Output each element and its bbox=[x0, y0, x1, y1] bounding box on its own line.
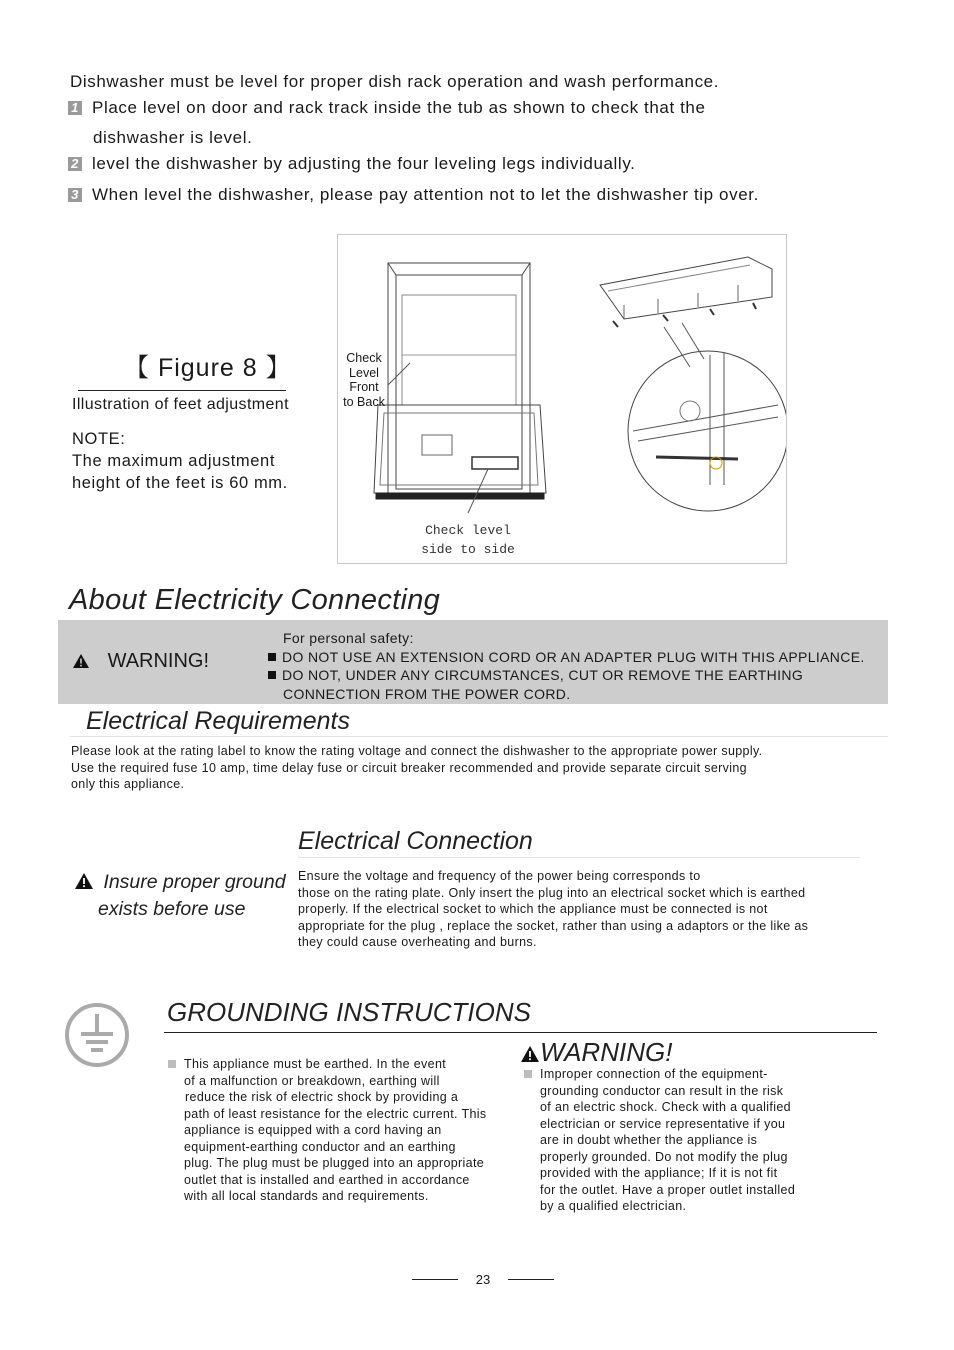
ground-advice-text: exists before use bbox=[98, 898, 246, 920]
bullet-square-icon bbox=[268, 653, 276, 661]
requirements-heading: Electrical Requirements bbox=[86, 707, 350, 735]
warning-icon bbox=[74, 872, 94, 897]
text-line: Please look at the rating label to know the rating voltage and connect the dishwasher to the appropriate power supply. bbox=[71, 744, 763, 758]
page-number bbox=[410, 1272, 556, 1287]
electricity-heading: About Electricity Connecting bbox=[69, 584, 441, 616]
text-line: appliance is equipped with a cord having an bbox=[184, 1123, 442, 1137]
label-line: Front bbox=[349, 380, 379, 394]
warning-text: WARNING! bbox=[540, 1037, 673, 1067]
figure-title: 【 Figure 8 】 bbox=[124, 354, 292, 382]
text-line: only this appliance. bbox=[71, 777, 185, 791]
grounding-left-text bbox=[168, 1056, 486, 1205]
ground-advice bbox=[74, 870, 286, 922]
text-line: Use the required fuse 10 amp, time delay fuse or circuit breaker recommended and provide separate circuit serving bbox=[71, 760, 747, 775]
grounding-heading: GROUNDING INSTRUCTIONS bbox=[167, 997, 531, 1027]
label-line: side to side bbox=[421, 542, 515, 557]
connection-divider bbox=[298, 857, 860, 858]
figure-illustration bbox=[337, 234, 787, 564]
step-2 bbox=[68, 154, 635, 174]
text-line bbox=[168, 1056, 486, 1073]
text-line: electrician or service representative if you bbox=[540, 1116, 786, 1131]
bullet-square-icon bbox=[524, 1070, 532, 1078]
step-number: 1 bbox=[68, 101, 82, 115]
text-line: appropriate for the plug , replace the socket, rather than using a adaptors or the like as bbox=[298, 918, 809, 933]
page-number-rule bbox=[412, 1279, 458, 1280]
text-line: path of least resistance for the electric current. This bbox=[184, 1106, 487, 1121]
text-line: of a malfunction or breakdown, earthing will bbox=[184, 1073, 440, 1088]
safety-text bbox=[283, 629, 865, 703]
text-line: outlet that is installed and earthed in accordance bbox=[184, 1172, 470, 1187]
text-line bbox=[524, 1066, 795, 1083]
connection-heading: Electrical Connection bbox=[298, 827, 533, 855]
safety-bullet bbox=[268, 648, 865, 667]
note-line: height of the feet is 60 mm. bbox=[72, 474, 288, 492]
ground-advice-text: Insure proper ground bbox=[103, 871, 286, 893]
text-line: they could cause overheating and burns. bbox=[298, 935, 537, 949]
step-text: Place level on door and rack track inside the tub as shown to check that the bbox=[92, 98, 706, 117]
requirements-text bbox=[71, 743, 762, 793]
text-line: those on the rating plate. Only insert the plug into an electrical socket which is earthed bbox=[298, 885, 806, 900]
text-span: This appliance must be earthed. In the event bbox=[184, 1057, 447, 1071]
figure-caption: Illustration of feet adjustment bbox=[72, 396, 289, 413]
step-1-continued: dishwasher is level. bbox=[93, 128, 253, 147]
text-line: by a qualified electrician. bbox=[540, 1199, 687, 1213]
text-line: reduce the risk of electric shock by providing a bbox=[185, 1090, 459, 1104]
label-line: Level bbox=[349, 365, 379, 380]
label-line: Check bbox=[346, 351, 382, 365]
bullet-square-icon bbox=[268, 671, 276, 679]
text-line: equipment-earthing conductor and an earthing bbox=[184, 1139, 456, 1154]
figure-divider bbox=[78, 390, 286, 391]
text-line: properly grounded. Do not modify the plug bbox=[540, 1149, 788, 1164]
warning-text: WARNING! bbox=[107, 650, 210, 672]
step-3 bbox=[68, 185, 759, 205]
step-number: 2 bbox=[68, 157, 82, 171]
bullet-text: DO NOT, UNDER ANY CIRCUMSTANCES, CUT OR REMOVE THE EARTHING bbox=[282, 667, 804, 683]
step-text: level the dishwasher by adjusting the four leveling legs individually. bbox=[92, 154, 636, 173]
step-text: When level the dishwasher, please pay attention not to let the dishwasher tip over. bbox=[92, 185, 759, 204]
check-level-side-label bbox=[408, 521, 528, 559]
text-line: grounding conductor can result in the risk bbox=[540, 1083, 784, 1098]
note-line: The maximum adjustment bbox=[72, 452, 276, 470]
ground-symbol-icon bbox=[64, 1002, 130, 1073]
text-line: of an electric shock. Check with a qualified bbox=[540, 1100, 791, 1114]
figure-note bbox=[72, 428, 288, 494]
text-span: Improper connection of the equipment- bbox=[540, 1067, 768, 1081]
warning-label bbox=[72, 650, 209, 675]
text-line: for the outlet. Have a proper outlet installed bbox=[540, 1182, 796, 1197]
requirements-divider bbox=[70, 736, 888, 737]
ground-advice-line bbox=[74, 870, 286, 897]
safety-title: For personal safety: bbox=[283, 630, 414, 646]
grounding-divider bbox=[164, 1032, 877, 1033]
page-number-rule bbox=[508, 1279, 554, 1280]
safety-bullet bbox=[268, 666, 865, 685]
text-line: are in doubt whether the appliance is bbox=[540, 1133, 758, 1147]
connection-text bbox=[298, 868, 808, 951]
grounding-right-text bbox=[524, 1066, 795, 1215]
text-line: properly. If the electrical socket to which the appliance must be connected is not bbox=[298, 902, 768, 916]
bullet-text: DO NOT USE AN EXTENSION CORD OR AN ADAPTER PLUG WITH THIS APPLIANCE. bbox=[282, 648, 865, 665]
bullet-square-icon bbox=[168, 1060, 176, 1068]
text-line: plug. The plug must be plugged into an appropriate bbox=[184, 1156, 485, 1170]
text-line: with all local standards and requirements. bbox=[184, 1189, 429, 1203]
intro-text: Dishwasher must be level for proper dish rack operation and wash performance. bbox=[70, 72, 720, 91]
step-1 bbox=[68, 98, 706, 118]
note-label: NOTE: bbox=[72, 430, 126, 448]
check-level-front-label bbox=[338, 351, 390, 409]
text-line: Ensure the voltage and frequency of the power being corresponds to bbox=[298, 869, 701, 883]
warning-icon bbox=[72, 652, 90, 675]
dishwasher-leveling-diagram bbox=[338, 235, 786, 563]
label-line: to Back bbox=[343, 394, 385, 409]
label-line: Check level bbox=[425, 523, 511, 538]
bullet-text-continued: CONNECTION FROM THE POWER CORD. bbox=[283, 685, 571, 702]
step-number: 3 bbox=[68, 188, 82, 202]
text-line: provided with the appliance; If it is not fit bbox=[540, 1166, 778, 1180]
page-number-text: 23 bbox=[475, 1272, 491, 1287]
